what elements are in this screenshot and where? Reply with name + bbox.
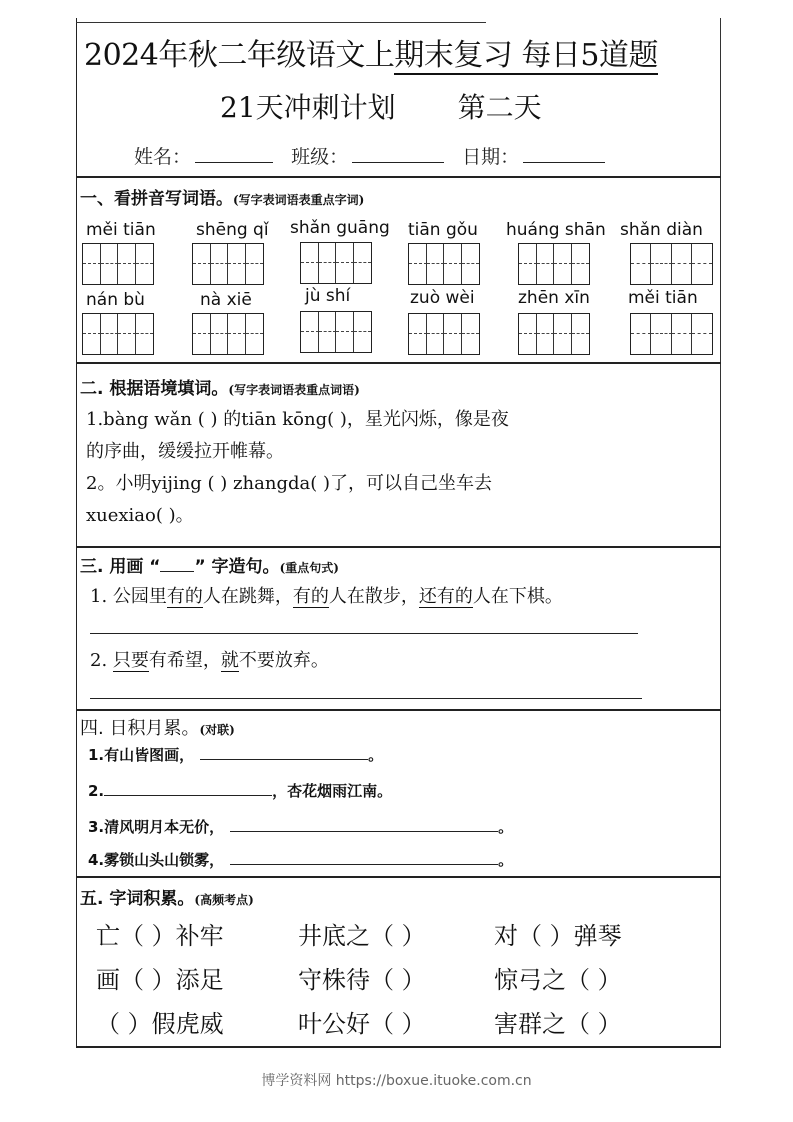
student-info-row xyxy=(134,142,617,169)
section5-title: 五. 字词积累。(高频考点) xyxy=(80,889,254,909)
pinyin-label: nà xiē xyxy=(200,290,252,310)
bottom-border xyxy=(76,1046,721,1048)
couplet-item: 3.清风明月本无价， 。 xyxy=(88,818,514,836)
pinyin-label: měi tiān xyxy=(628,288,698,308)
writing-grid[interactable] xyxy=(630,313,713,355)
writing-grid[interactable] xyxy=(408,243,480,285)
answer-line[interactable] xyxy=(90,698,642,699)
example-sentence-2: 2. 只要有希望，就不要放弃。 xyxy=(90,650,329,671)
divider xyxy=(76,362,721,364)
section4-title: 四. 日积月累。(对联) xyxy=(80,718,235,739)
example-sentence-1: 1. 公园里有的人在跳舞，有的人在散步，还有的人在下棋。 xyxy=(90,586,563,607)
pinyin-label: shǎn diàn xyxy=(620,220,703,240)
question-text: xuexiao( )。 xyxy=(86,505,194,526)
writing-grid[interactable] xyxy=(630,243,713,285)
class-label: 班级： xyxy=(291,146,349,168)
couplet-blank[interactable] xyxy=(230,850,498,865)
writing-grid[interactable] xyxy=(518,243,590,285)
pinyin-label: huáng shān xyxy=(506,220,606,240)
writing-grid[interactable] xyxy=(192,313,264,355)
writing-grid[interactable] xyxy=(300,242,372,284)
date-label: 日期： xyxy=(462,146,520,168)
divider xyxy=(76,546,721,548)
section3-title: 三. 用画 “ ” 字造句。(重点句式) xyxy=(80,557,339,577)
idiom-item: 对（ ）弹琴 xyxy=(494,922,622,950)
question-text: 2。小明yijing ( ) zhangda( )了，可以自己坐车去 xyxy=(86,473,492,494)
footer-watermark: 博学资料网 https://boxue.ituoke.com.cn xyxy=(261,1073,532,1089)
pinyin-label: shǎn guāng xyxy=(290,218,390,238)
idiom-item: （ ）假虎威 xyxy=(96,1010,224,1038)
question-text: 的序曲，缓缓拉开帷幕。 xyxy=(86,441,284,462)
pinyin-label: zhēn xīn xyxy=(518,288,590,308)
divider xyxy=(76,176,721,178)
title-plain: 2024年秋二年级语文上 xyxy=(84,38,395,73)
idiom-item: 亡（ ）补牢 xyxy=(96,922,224,950)
subtitle-day: 第二天 xyxy=(457,91,542,124)
idiom-item: 守株待（ ） xyxy=(298,966,426,994)
pinyin-label: tiān gǒu xyxy=(408,220,478,240)
divider xyxy=(76,876,721,878)
couplet-blank[interactable] xyxy=(230,817,498,832)
couplet-blank[interactable] xyxy=(200,745,368,760)
top-border xyxy=(76,22,486,23)
pinyin-label: jù shí xyxy=(305,286,351,306)
couplet-item: 1.有山皆图画， 。 xyxy=(88,746,384,764)
couplet-item: 2. ，杏花烟雨江南。 xyxy=(88,782,393,800)
page-title xyxy=(84,30,724,74)
writing-grid[interactable] xyxy=(192,243,264,285)
writing-grid[interactable] xyxy=(518,313,590,355)
question-text: 1.bàng wǎn ( ) 的tiān kōng( )，星光闪烁，像是夜 xyxy=(86,409,509,430)
subtitle-plan: 21天冲刺计划 xyxy=(220,91,396,124)
idiom-item: 叶公好（ ） xyxy=(298,1010,426,1038)
writing-grid[interactable] xyxy=(408,313,480,355)
couplet-item: 4.雾锁山头山锁雾， 。 xyxy=(88,851,514,869)
writing-grid[interactable] xyxy=(300,311,372,353)
writing-grid[interactable] xyxy=(82,243,154,285)
writing-grid[interactable] xyxy=(82,313,154,355)
date-field[interactable] xyxy=(523,161,605,163)
answer-line[interactable] xyxy=(90,633,638,634)
idiom-item: 害群之（ ） xyxy=(494,1010,622,1038)
idiom-item: 惊弓之（ ） xyxy=(494,966,622,994)
pinyin-label: shēng qǐ xyxy=(196,220,269,240)
pinyin-label: zuò wèi xyxy=(410,288,475,308)
idiom-item: 画（ ）添足 xyxy=(96,966,224,994)
divider xyxy=(76,709,721,711)
name-field[interactable] xyxy=(195,161,273,163)
name-label: 姓名： xyxy=(134,146,192,168)
section1-title: 一、看拼音写词语。(写字表词语表重点字词) xyxy=(80,189,365,209)
pinyin-label: nán bù xyxy=(86,290,145,310)
page-subtitle xyxy=(220,86,542,126)
couplet-blank[interactable] xyxy=(104,781,272,796)
title-underlined: 期末复习 每日5道题 xyxy=(394,38,658,73)
pinyin-label: měi tiān xyxy=(86,220,156,240)
idiom-item: 井底之（ ） xyxy=(298,922,426,950)
section2-title: 二. 根据语境填词。(写字表词语表重点词语) xyxy=(80,379,360,399)
class-field[interactable] xyxy=(352,161,444,163)
